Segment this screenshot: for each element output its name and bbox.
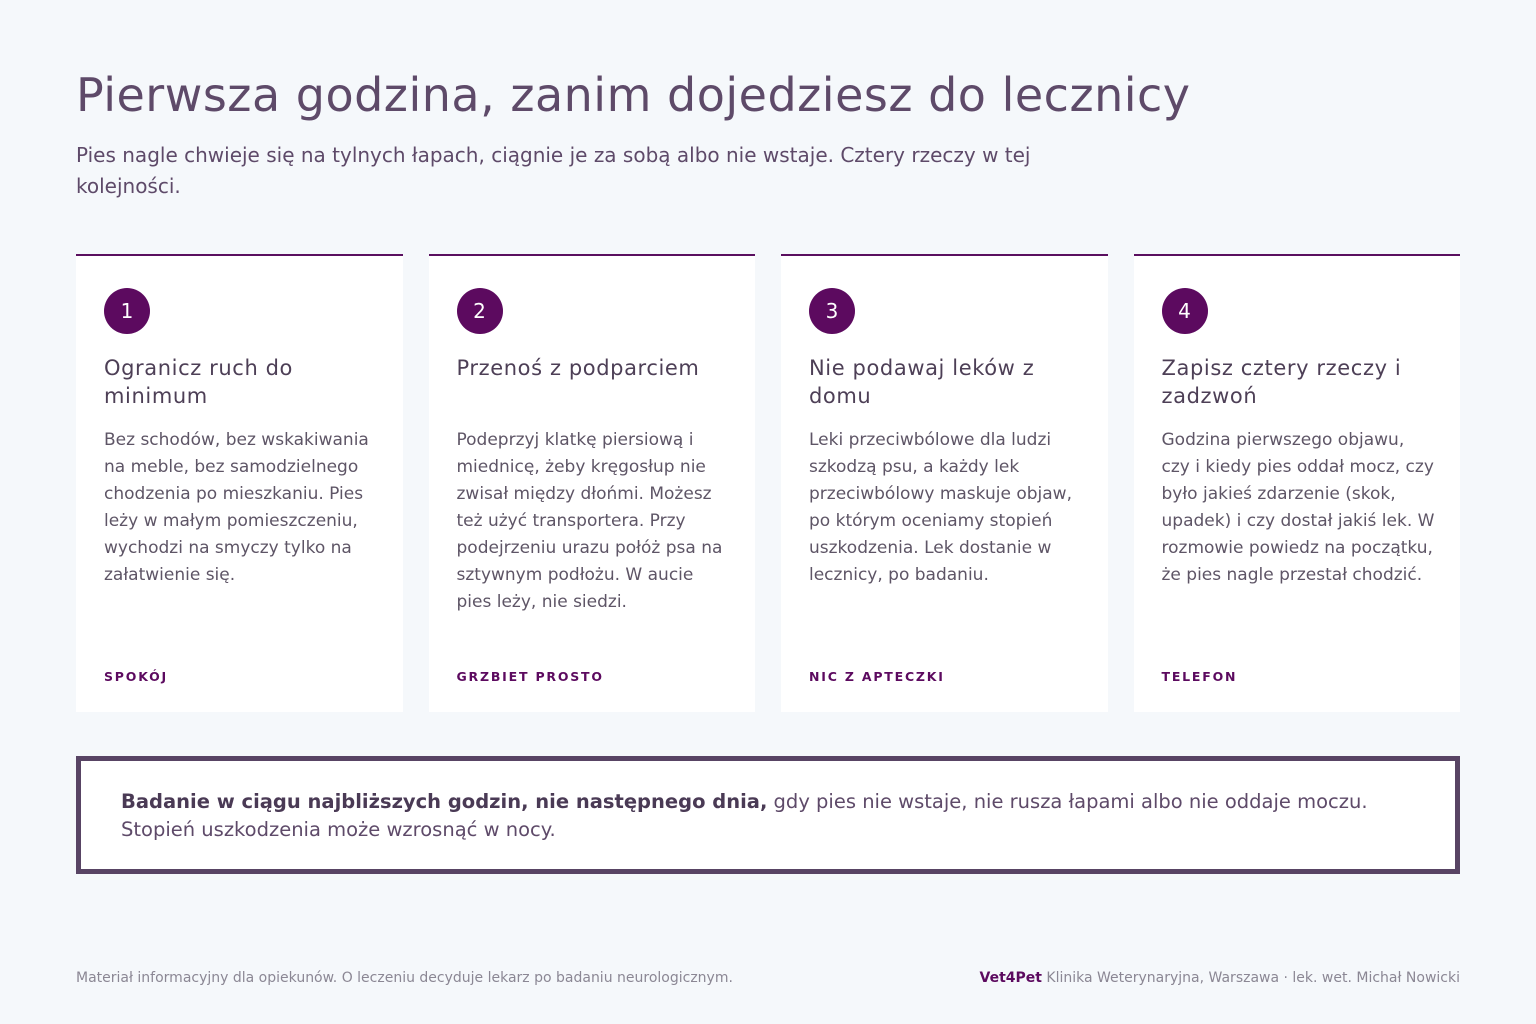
step-tag: NIC Z APTECZKI [809, 669, 945, 684]
step-description: Leki przeciwbólowe dla ludzi szkodzą psu, a każdy lek przeciwbólowy maskuje objaw, po którym oceniamy stopień uszkodzenia. Lek dostanie w lecznicy, po badaniu. [809, 430, 1072, 585]
step-tag: GRZBIET PROSTO [456, 669, 604, 684]
footer-disclaimer: Materiał informacyjny dla opiekunów. O leczeniu decyduje lekarz po badaniu neurologicznym. [76, 970, 733, 986]
step-description: Podeprzyj klatkę piersiową i miednicę, żeby kręgosłup nie zwisał między dłońmi. Możesz też użyć transportera. Przy podejrzeniu urazu połóż psa na sztywnym podłożu. W aucie pies leży, nie siedzi. [456, 430, 723, 612]
step-number-badge: 3 [809, 288, 855, 334]
step-card-4 [1134, 254, 1461, 712]
brand-name: Vet4Pet [979, 970, 1042, 986]
step-card-3 [781, 254, 1108, 712]
step-description: Bez schodów, bez wskakiwania na meble, bez samodzielnego chodzenia po mieszkaniu. Pies leży w małym pomieszczeniu, wychodzi na smyczy tylko na załatwienie się. [104, 430, 369, 585]
step-number-badge: 2 [457, 288, 503, 334]
step-description: Godzina pierwszego objawu, czy i kiedy pies oddał mocz, czy było jakieś zdarzenie (skok, upadek) i czy dostał jakiś lek. W rozmowie powiedz na początku, że pies nagle przestał chodzić. [1161, 430, 1435, 585]
urgent-callout [76, 756, 1460, 874]
step-number-badge: 4 [1162, 288, 1208, 334]
step-title: Przenoś z podparciem [456, 356, 700, 380]
step-title: Ogranicz ruch do minimum [104, 356, 294, 408]
step-title: Zapisz cztery rzeczy i zadzwoń [1161, 356, 1402, 408]
callout-emphasis: Badanie w ciągu najbliższych godzin, nie następnego dnia, [121, 790, 768, 813]
clinic-details: Klinika Weterynaryjna, Warszawa · lek. wet. Michał Nowicki [1041, 970, 1460, 986]
callout-text: gdy pies nie wstaje, nie rusza łapami albo nie oddaje moczu. Stopień uszkodzenia może wzrosnąć w nocy. [121, 790, 1368, 841]
page-subtitle: Pies nagle chwieje się na tylnych łapach, ciągnie je za sobą albo nie wstaje. Cztery rzeczy w tej kolejności. [76, 143, 1031, 198]
step-tag: TELEFON [1161, 669, 1238, 684]
steps-grid [76, 254, 1460, 712]
step-card-2 [429, 254, 756, 712]
footer-clinic-info [980, 968, 1461, 988]
step-title: Nie podawaj leków z domu [809, 356, 1035, 408]
page-title: Pierwsza godzina, zanim dojedziesz do lecznicy [76, 68, 1191, 122]
step-card-1 [76, 254, 403, 712]
step-tag: SPOKÓJ [104, 669, 168, 684]
step-number-badge: 1 [104, 288, 150, 334]
